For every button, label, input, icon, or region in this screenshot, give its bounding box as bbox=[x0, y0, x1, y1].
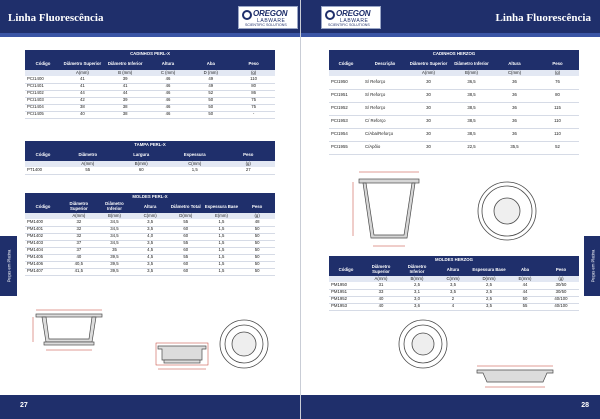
table-cell: 39,5 bbox=[97, 261, 133, 268]
mold-top-view-drawing bbox=[397, 318, 449, 370]
table-cell: 3,0 bbox=[399, 296, 435, 303]
table-cadinhos-herzog bbox=[329, 50, 579, 155]
table-cadinhos-perl-x bbox=[25, 50, 275, 119]
table-cell: 3,5 bbox=[132, 240, 168, 247]
table-cell: 50 bbox=[189, 111, 232, 118]
table-cell: 46 bbox=[147, 111, 190, 118]
table-row bbox=[25, 240, 275, 247]
table-cell: PM1950 bbox=[329, 282, 363, 289]
table-cell: PM1401 bbox=[25, 226, 61, 233]
right-page bbox=[300, 0, 600, 419]
column-header: Aba bbox=[189, 58, 232, 70]
logo-tag: SCIENTIFIC SOLUTIONS bbox=[328, 23, 370, 27]
column-header: Aba bbox=[507, 264, 543, 276]
table-cell: 38 bbox=[104, 111, 147, 118]
table-cell: 2 bbox=[435, 296, 471, 303]
table-cell: PM1400 bbox=[25, 219, 61, 226]
crucible-top-view-drawing bbox=[476, 180, 538, 242]
table-cell: 40/100 bbox=[543, 296, 579, 303]
table-cell: 80 bbox=[232, 83, 275, 90]
table-row bbox=[25, 76, 275, 83]
table-cell: PM1952 bbox=[329, 296, 363, 303]
column-header: Diâmetro Superior bbox=[61, 58, 104, 70]
column-unit: C(mm) bbox=[435, 276, 471, 282]
table-cell: 50 bbox=[239, 240, 275, 247]
header-stripe bbox=[301, 33, 600, 37]
table-cell: PCI1404 bbox=[25, 104, 61, 111]
table-row bbox=[329, 289, 579, 296]
table-cell: 32 bbox=[61, 233, 97, 240]
table-title: MOLDES HERZOG bbox=[329, 256, 579, 264]
table-title: MOLDES PERL-X bbox=[25, 193, 275, 201]
page-number: 27 bbox=[20, 402, 28, 409]
table-row bbox=[25, 261, 275, 268]
table-cell: 1,5 bbox=[204, 226, 240, 233]
table-cell: 50 bbox=[239, 268, 275, 275]
column-unit: B (mm) bbox=[104, 70, 147, 76]
table-cell: 44 bbox=[507, 282, 543, 289]
column-header: Peso bbox=[239, 201, 275, 213]
column-header: Largura bbox=[115, 149, 169, 161]
column-header: Altura bbox=[132, 201, 168, 213]
table-row bbox=[329, 102, 579, 115]
column-header: Diâmetro Superior bbox=[61, 201, 97, 213]
table-cell: 3,5 bbox=[435, 289, 471, 296]
table-cell: 36,5 bbox=[450, 76, 493, 89]
column-unit: D(mm) bbox=[168, 213, 204, 219]
column-header: Código bbox=[329, 58, 363, 70]
table-cell: PCI1953 bbox=[329, 115, 363, 128]
table-cell: 1,5 bbox=[204, 268, 240, 275]
table-cell: 40 bbox=[61, 111, 104, 118]
table-cell: PCI1401 bbox=[25, 83, 61, 90]
table-cell: 40 bbox=[61, 254, 97, 261]
table-cell: 38,5 bbox=[450, 89, 493, 102]
table-cell: 39 bbox=[104, 97, 147, 104]
mold-section-drawing bbox=[30, 306, 108, 354]
table-cell: S/ Reforço bbox=[363, 89, 407, 102]
table-header-row bbox=[25, 149, 275, 161]
lid-section-drawing bbox=[152, 338, 212, 374]
table-cell: PM1406 bbox=[25, 261, 61, 268]
column-header: Diâmetro Inferior bbox=[97, 201, 133, 213]
column-header: Diâmetro Superior bbox=[407, 58, 450, 70]
table-row bbox=[25, 104, 275, 111]
table-cell: 35 bbox=[97, 247, 133, 254]
column-unit: E(mm) bbox=[507, 276, 543, 282]
table-cell: 3,5 bbox=[132, 219, 168, 226]
side-tab-label: Peças em Platina bbox=[590, 249, 595, 283]
table-cell: 41,5 bbox=[61, 268, 97, 275]
table-cell: 38,5 bbox=[450, 128, 493, 141]
column-header: Peso bbox=[543, 264, 579, 276]
column-unit: B(mm) bbox=[399, 276, 435, 282]
table-row bbox=[25, 254, 275, 261]
table-cell: 2,5 bbox=[471, 296, 507, 303]
table-cell: 3,5 bbox=[435, 282, 471, 289]
table-cell: 50 bbox=[239, 233, 275, 240]
table-cell: PCI1954 bbox=[329, 128, 363, 141]
logo-sub: LABWARE bbox=[340, 18, 369, 24]
table-cell: PCI1403 bbox=[25, 97, 61, 104]
logo-brand: OREGON bbox=[253, 9, 288, 18]
column-header: Altura bbox=[493, 58, 536, 70]
table-title: TAMPA PERL-X bbox=[25, 141, 275, 149]
column-unit: C(mm) bbox=[168, 161, 222, 167]
table-cell: 2,5 bbox=[399, 282, 435, 289]
table-cell: 36 bbox=[493, 89, 536, 102]
table-row bbox=[329, 76, 579, 89]
table-cell: 60 bbox=[168, 247, 204, 254]
column-header: Diâmetro Inferior bbox=[104, 58, 147, 70]
column-header: Código bbox=[25, 58, 61, 70]
table-cell: 2,5 bbox=[471, 289, 507, 296]
table-cell: 1,5 bbox=[204, 219, 240, 226]
column-unit: B(mm) bbox=[450, 70, 493, 76]
table-cell: 50 bbox=[507, 296, 543, 303]
table-cell: 55 bbox=[168, 254, 204, 261]
table-header-row bbox=[329, 264, 579, 276]
column-header: Peso bbox=[232, 58, 275, 70]
table-cell: 3,5 bbox=[132, 261, 168, 268]
table-cell: 76 bbox=[536, 76, 579, 89]
table-cell: PT1400 bbox=[25, 167, 61, 174]
table-cell: 115 bbox=[536, 102, 579, 115]
column-unit: (g) bbox=[232, 70, 275, 76]
table-cell: PM1405 bbox=[25, 254, 61, 261]
table-cell: 42 bbox=[61, 97, 104, 104]
table-cell: 44 bbox=[507, 289, 543, 296]
table-cell: PM1407 bbox=[25, 268, 61, 275]
table-cell: 55 bbox=[168, 219, 204, 226]
table-cell: 50 bbox=[239, 247, 275, 254]
column-unit: D(mm) bbox=[471, 276, 507, 282]
table-cell: 4,5 bbox=[132, 247, 168, 254]
column-unit: D (mm) bbox=[189, 70, 232, 76]
table-cell: 30 bbox=[407, 89, 450, 102]
table-row bbox=[25, 226, 275, 233]
column-unit: B(mm) bbox=[97, 213, 133, 219]
table-cell: 55 bbox=[507, 303, 543, 310]
column-header: Diâmetro Inferior bbox=[399, 264, 435, 276]
table-cell: 1,5 bbox=[168, 167, 222, 174]
logo-mark-icon bbox=[325, 10, 335, 20]
table-cell: 4,5 bbox=[132, 254, 168, 261]
mold-top-view-drawing bbox=[218, 318, 270, 370]
column-unit: A(mm) bbox=[61, 213, 97, 219]
table-row bbox=[329, 282, 579, 289]
table-title: CADINHOS HERZOG bbox=[329, 50, 579, 58]
table-cell: 75 bbox=[232, 97, 275, 104]
column-header: Altura bbox=[147, 58, 190, 70]
table-cell: 30 bbox=[407, 76, 450, 89]
column-unit: A(mm) bbox=[61, 161, 115, 167]
column-header: Diâmetro Total bbox=[168, 201, 204, 213]
table-cell: - bbox=[232, 111, 275, 118]
table-row bbox=[329, 296, 579, 303]
table-cell: 50 bbox=[239, 226, 275, 233]
table-cell: 4 bbox=[435, 303, 471, 310]
table-cell: 46 bbox=[147, 76, 190, 83]
column-header: Código bbox=[25, 201, 61, 213]
table-row bbox=[25, 111, 275, 118]
table-title-row bbox=[25, 50, 275, 58]
table-cell: 30 bbox=[407, 115, 450, 128]
table-cell: 50 bbox=[239, 254, 275, 261]
table-row bbox=[25, 83, 275, 90]
table-cell: PCI1951 bbox=[329, 89, 363, 102]
table-row bbox=[25, 97, 275, 104]
table-cell: 36 bbox=[493, 128, 536, 141]
table-cell: 3,5 bbox=[132, 226, 168, 233]
table-cell: 48 bbox=[239, 219, 275, 226]
table-cell: 36 bbox=[493, 76, 536, 89]
table-cell: 60 bbox=[168, 233, 204, 240]
column-header: Código bbox=[329, 264, 363, 276]
side-tab bbox=[584, 236, 600, 296]
table-cell: 55 bbox=[61, 167, 115, 174]
table-cell: 50 bbox=[189, 104, 232, 111]
table-cell: 110 bbox=[232, 76, 275, 83]
table-cell: 46 bbox=[147, 104, 190, 111]
table-cell: C/Aba/Reforço bbox=[363, 128, 407, 141]
table-cell: 37 bbox=[61, 240, 97, 247]
column-header: Espessura Base bbox=[204, 201, 240, 213]
table-cell: 33 bbox=[363, 289, 399, 296]
table-cell: C/ Reforço bbox=[363, 115, 407, 128]
column-header: Espessura Base bbox=[471, 264, 507, 276]
table-title-row bbox=[329, 50, 579, 58]
table-row bbox=[25, 90, 275, 97]
table-header-row bbox=[25, 201, 275, 213]
table-row bbox=[25, 219, 275, 226]
table-cell: 22,5 bbox=[450, 141, 493, 154]
column-unit: C(mm) bbox=[132, 213, 168, 219]
logo-tag: SCIENTIFIC SOLUTIONS bbox=[245, 23, 287, 27]
table-row bbox=[25, 268, 275, 275]
table-cell: 40,5 bbox=[61, 261, 97, 268]
table-cell: 31 bbox=[363, 282, 399, 289]
column-header: Altura bbox=[435, 264, 471, 276]
table-cell: 39,5 bbox=[97, 268, 133, 275]
table-cell: 30 bbox=[407, 102, 450, 115]
column-header: Diâmetro Inferior bbox=[450, 58, 493, 70]
table-cell: 36 bbox=[493, 102, 536, 115]
table-cell: 40 bbox=[363, 303, 399, 310]
column-unit: C (mm) bbox=[147, 70, 190, 76]
header-stripe bbox=[0, 33, 300, 37]
crucible-section-drawing bbox=[349, 166, 429, 250]
column-header: Espessura bbox=[168, 149, 222, 161]
table-cell: PM1402 bbox=[25, 233, 61, 240]
table-cell: 49 bbox=[189, 83, 232, 90]
table-cell: 3,5 bbox=[471, 303, 507, 310]
table-cell: S/ Reforço bbox=[363, 102, 407, 115]
table-cell: 34,5 bbox=[97, 219, 133, 226]
table-cell: 36 bbox=[493, 115, 536, 128]
table-cell: 86 bbox=[232, 90, 275, 97]
table-cell: 38 bbox=[61, 104, 104, 111]
table-cell: 41 bbox=[61, 83, 104, 90]
table-cell: 30/50 bbox=[543, 289, 579, 296]
table-cell: PCI1955 bbox=[329, 141, 363, 154]
table-cell: 50 bbox=[189, 97, 232, 104]
table-header-row bbox=[25, 58, 275, 70]
table-cell: 30/50 bbox=[543, 282, 579, 289]
table-cell: 110 bbox=[536, 115, 579, 128]
table-cell: 41 bbox=[104, 83, 147, 90]
table-cell: 46 bbox=[147, 97, 190, 104]
table-cell: 32 bbox=[61, 219, 97, 226]
table-row bbox=[25, 247, 275, 254]
table-cell: 1,5 bbox=[204, 261, 240, 268]
table-row bbox=[329, 303, 579, 310]
table-cell: 2,5 bbox=[471, 282, 507, 289]
table-cell: 4,0 bbox=[132, 233, 168, 240]
table-moldes-perl-x bbox=[25, 193, 275, 276]
page-footer bbox=[301, 395, 600, 419]
table-row bbox=[329, 115, 579, 128]
table-cell: 40 bbox=[363, 296, 399, 303]
table-cell: 3,6 bbox=[399, 303, 435, 310]
column-unit: A(mm) bbox=[363, 276, 399, 282]
table-cell: 3,1 bbox=[399, 289, 435, 296]
column-header: Peso bbox=[536, 58, 579, 70]
side-tab-label: Peças em Platina bbox=[6, 249, 11, 283]
table-cell: 1,5 bbox=[204, 233, 240, 240]
table-cell: C/Apõio bbox=[363, 141, 407, 154]
table-cell: 75 bbox=[232, 104, 275, 111]
mold-section-drawing bbox=[469, 362, 561, 390]
logo-brand: OREGON bbox=[336, 9, 371, 18]
table-cell: 37 bbox=[61, 247, 97, 254]
column-unit: A(mm) bbox=[407, 70, 450, 76]
page-number: 28 bbox=[581, 402, 589, 409]
page-title: Linha Fluorescência bbox=[495, 12, 591, 24]
table-cell: 49 bbox=[189, 76, 232, 83]
table-row bbox=[329, 89, 579, 102]
table-cell: 34,5 bbox=[97, 240, 133, 247]
brand-logo bbox=[238, 6, 298, 29]
table-moldes-herzog bbox=[329, 256, 579, 311]
table-cell: 30 bbox=[407, 128, 450, 141]
column-unit: A(mm) bbox=[61, 70, 104, 76]
column-unit: (g) bbox=[222, 161, 276, 167]
table-cell: 34,5 bbox=[97, 233, 133, 240]
table-cell: 60 bbox=[168, 268, 204, 275]
table-cell: 110 bbox=[536, 128, 579, 141]
table-cell: 34,5 bbox=[97, 226, 133, 233]
table-cell: 44 bbox=[61, 90, 104, 97]
table-cell: PCI1952 bbox=[329, 102, 363, 115]
page-footer bbox=[0, 395, 300, 419]
table-cell: 40/100 bbox=[543, 303, 579, 310]
column-header: Diâmetro bbox=[61, 149, 115, 161]
logo-mark-icon bbox=[242, 10, 252, 20]
table-cell: 55 bbox=[168, 240, 204, 247]
table-cell: 46 bbox=[147, 83, 190, 90]
table-row bbox=[25, 167, 275, 174]
table-title-row bbox=[25, 193, 275, 201]
table-cell: PCI1400 bbox=[25, 76, 61, 83]
table-cell: 1,5 bbox=[204, 247, 240, 254]
column-header: Peso bbox=[222, 149, 276, 161]
column-header: Descrição bbox=[363, 58, 407, 70]
table-cell: 60 bbox=[115, 167, 169, 174]
table-cell: 44 bbox=[104, 90, 147, 97]
table-header-row bbox=[329, 58, 579, 70]
page-title: Linha Fluorescência bbox=[8, 12, 104, 24]
table-cell: PM1953 bbox=[329, 303, 363, 310]
table-cell: PM1404 bbox=[25, 247, 61, 254]
table-title: CADINHOS PERL-X bbox=[25, 50, 275, 58]
table-cell: 38,5 bbox=[450, 115, 493, 128]
brand-logo bbox=[321, 6, 381, 29]
table-cell: 39,5 bbox=[97, 254, 133, 261]
table-cell: 3,5 bbox=[132, 268, 168, 275]
column-unit: E(mm) bbox=[204, 213, 240, 219]
table-cell: 60 bbox=[168, 261, 204, 268]
page-header bbox=[301, 0, 600, 37]
column-unit: B(mm) bbox=[115, 161, 169, 167]
table-cell: PCI1405 bbox=[25, 111, 61, 118]
table-cell: 35,5 bbox=[493, 141, 536, 154]
table-cell: 38 bbox=[104, 104, 147, 111]
table-cell: PCI1402 bbox=[25, 90, 61, 97]
table-cell: 52 bbox=[189, 90, 232, 97]
table-cell: 30 bbox=[407, 141, 450, 154]
table-cell: 1,5 bbox=[204, 240, 240, 247]
column-unit: (g) bbox=[239, 213, 275, 219]
table-cell: 52 bbox=[536, 141, 579, 154]
page-header bbox=[0, 0, 300, 37]
table-cell: 80 bbox=[536, 89, 579, 102]
column-unit: (g) bbox=[543, 276, 579, 282]
column-header: Código bbox=[25, 149, 61, 161]
column-unit: C(mm) bbox=[493, 70, 536, 76]
table-cell: 38,5 bbox=[450, 102, 493, 115]
side-tab bbox=[0, 236, 17, 296]
table-tampa-perl-x bbox=[25, 141, 275, 175]
table-cell: 50 bbox=[239, 261, 275, 268]
table-row bbox=[25, 233, 275, 240]
table-title-row bbox=[25, 141, 275, 149]
table-cell: 39 bbox=[104, 76, 147, 83]
table-title-row bbox=[329, 256, 579, 264]
table-row bbox=[329, 128, 579, 141]
table-cell: 27 bbox=[222, 167, 276, 174]
table-cell: 46 bbox=[147, 90, 190, 97]
table-cell: S/ Reforço bbox=[363, 76, 407, 89]
table-cell: PM1403 bbox=[25, 240, 61, 247]
table-cell: 32 bbox=[61, 226, 97, 233]
table-cell: 1,5 bbox=[204, 254, 240, 261]
column-unit: (g) bbox=[536, 70, 579, 76]
logo-sub: LABWARE bbox=[257, 18, 286, 24]
table-row bbox=[329, 141, 579, 154]
table-cell: 60 bbox=[168, 226, 204, 233]
table-cell: PCI1950 bbox=[329, 76, 363, 89]
table-cell: PM1951 bbox=[329, 289, 363, 296]
column-header: Diâmetro Superior bbox=[363, 264, 399, 276]
table-cell: 41 bbox=[61, 76, 104, 83]
